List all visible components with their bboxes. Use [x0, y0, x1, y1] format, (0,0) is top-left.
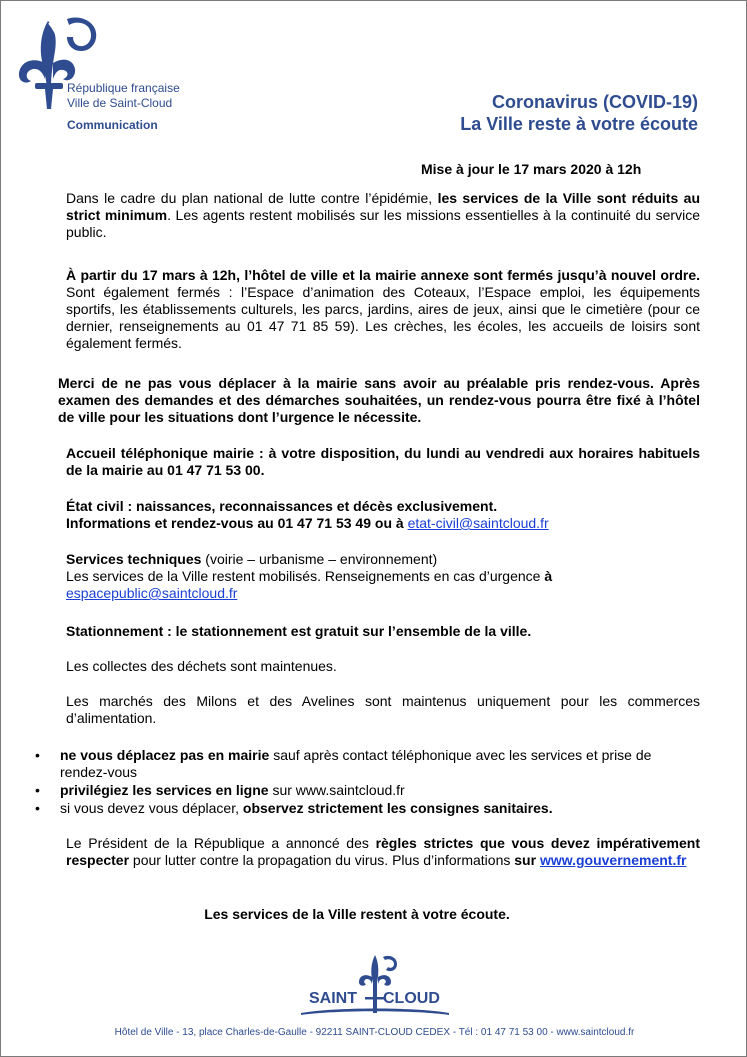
president-bold: règles strictes que vous devez impérativement respecter: [66, 835, 700, 868]
bullet-icon: •: [35, 747, 40, 763]
bullet-bold: observez strictement les consignes sanitaires.: [242, 800, 553, 816]
etat-civil-email-link[interactable]: etat-civil@saintcloud.fr: [407, 515, 549, 531]
update-date: Mise à jour le 17 mars 2020 à 12h: [421, 161, 642, 177]
bullet-bold: privilégiez les services en ligne: [60, 782, 269, 798]
paragraph-parking: [66, 623, 700, 640]
parking-text: Stationnement : le stationnement est gratuit sur l’ensemble de la ville.: [66, 623, 532, 639]
markets-text: Les marchés des Milons et des Avelines sont maintenus uniquement pour les commerces d’alimentation.: [66, 693, 700, 726]
gouvernement-link[interactable]: www.gouvernement.fr: [539, 852, 687, 868]
header-organization: [67, 81, 180, 133]
saint-cloud-footer-logo-icon: [295, 951, 455, 1021]
etat-civil-title: État civil : naissances, reconnaissances et décès exclusivement.: [66, 498, 498, 514]
list-item: [31, 747, 701, 781]
espacepublic-email-link[interactable]: espacepublic@saintcloud.fr: [66, 585, 238, 601]
advice-list: [31, 747, 701, 818]
bullet-text: sur www.saintcloud.fr: [268, 782, 405, 798]
closing-statement: Les services de la Ville restent à votre écoute.: [204, 906, 510, 922]
page-title: [460, 91, 698, 135]
closures-bold: À partir du 17 mars à 12h, l’hôtel de ville et la mairie annexe sont fermés jusqu’à nouvel ordre.: [66, 267, 700, 283]
closures-text: Sont également fermés : l’Espace d’animation des Coteaux, l’Espace emploi, les équipements sportifs, les établissements culturels, les parcs, jardins, aires de jeux, ainsi que le cimetière (pour ce dernier, renseignements au 01 47 71 85 59). Les crèches, les écoles, les accueils de loisirs sont également fermés.: [66, 284, 700, 351]
paragraph-closures: [66, 267, 700, 352]
bullet-text: si vous devez vous déplacer,: [60, 800, 243, 816]
president-text-2: pour lutter contre la propagation du virus. Plus d’informations: [129, 852, 515, 868]
footer-logo-text-saint: SAINT: [309, 990, 357, 1007]
paragraph-services-techniques: [66, 551, 700, 602]
bullet-icon: •: [35, 800, 40, 816]
list-item: [31, 782, 701, 799]
title-line-1: Coronavirus (COVID-19): [491, 92, 698, 112]
paragraph-appointment: [58, 375, 700, 426]
phone-text: Accueil téléphonique mairie : à votre disposition, du lundi au vendredi aux horaires habituels de la mairie au 01 47 71 53 00.: [66, 445, 700, 478]
intro-bold: les services de la Ville sont réduits au strict minimum: [66, 190, 700, 223]
footer-address: Hôtel de Ville - 13, place Charles-de-Gaulle - 92211 SAINT-CLOUD CEDEX - Tél : 01 47 71 53 00 - www.saintcloud.fr: [114, 1027, 635, 1038]
paragraph-intro: [66, 190, 700, 241]
paragraph-waste: [66, 658, 700, 675]
header-republic: République française: [67, 81, 180, 95]
bullet-icon: •: [35, 782, 40, 798]
services-techniques-a: à: [544, 568, 553, 584]
appointment-text: Merci de ne pas vous déplacer à la mairie sans avoir au préalable pris rendez-vous. Après examen des demandes et des démarches souhaitées, un rendez-vous pourra être fixé à l’hôtel de ville pour les situations dont l’urgence le nécessite.: [58, 375, 700, 425]
paragraph-president: [66, 835, 700, 869]
footer-logo-text-cloud: CLOUD: [383, 990, 440, 1007]
etat-civil-info: Informations et rendez-vous au 01 47 71 53 49 ou à: [66, 515, 408, 531]
services-techniques-title: Services techniques: [66, 551, 202, 567]
paragraph-markets: [66, 693, 700, 727]
header-city: Ville de Saint-Cloud: [67, 96, 173, 110]
waste-text: Les collectes des déchets sont maintenues.: [66, 658, 337, 674]
services-techniques-subtitle: (voirie – urbanisme – environnement): [201, 551, 438, 567]
intro-text: Dans le cadre du plan national de lutte contre l’épidémie,: [66, 190, 438, 206]
header-communication: Communication: [67, 118, 158, 132]
president-sur: sur: [514, 852, 537, 868]
intro-text-end: . Les agents restent mobilisés sur les missions essentielles à la continuité du service public.: [66, 207, 700, 240]
paragraph-etat-civil: [66, 498, 700, 532]
president-text: Le Président de la République a annoncé des: [66, 835, 376, 851]
bullet-bold: ne vous déplacez pas en mairie: [60, 747, 270, 763]
title-line-2: La Ville reste à votre écoute: [460, 114, 698, 134]
bullet-text: sauf après contact téléphonique avec les services et prise de rendez-vous: [60, 747, 652, 780]
paragraph-phone: [66, 445, 700, 479]
list-item: [31, 800, 701, 817]
services-techniques-text: Les services de la Ville restent mobilisés. Renseignements en cas d’urgence: [66, 568, 545, 584]
